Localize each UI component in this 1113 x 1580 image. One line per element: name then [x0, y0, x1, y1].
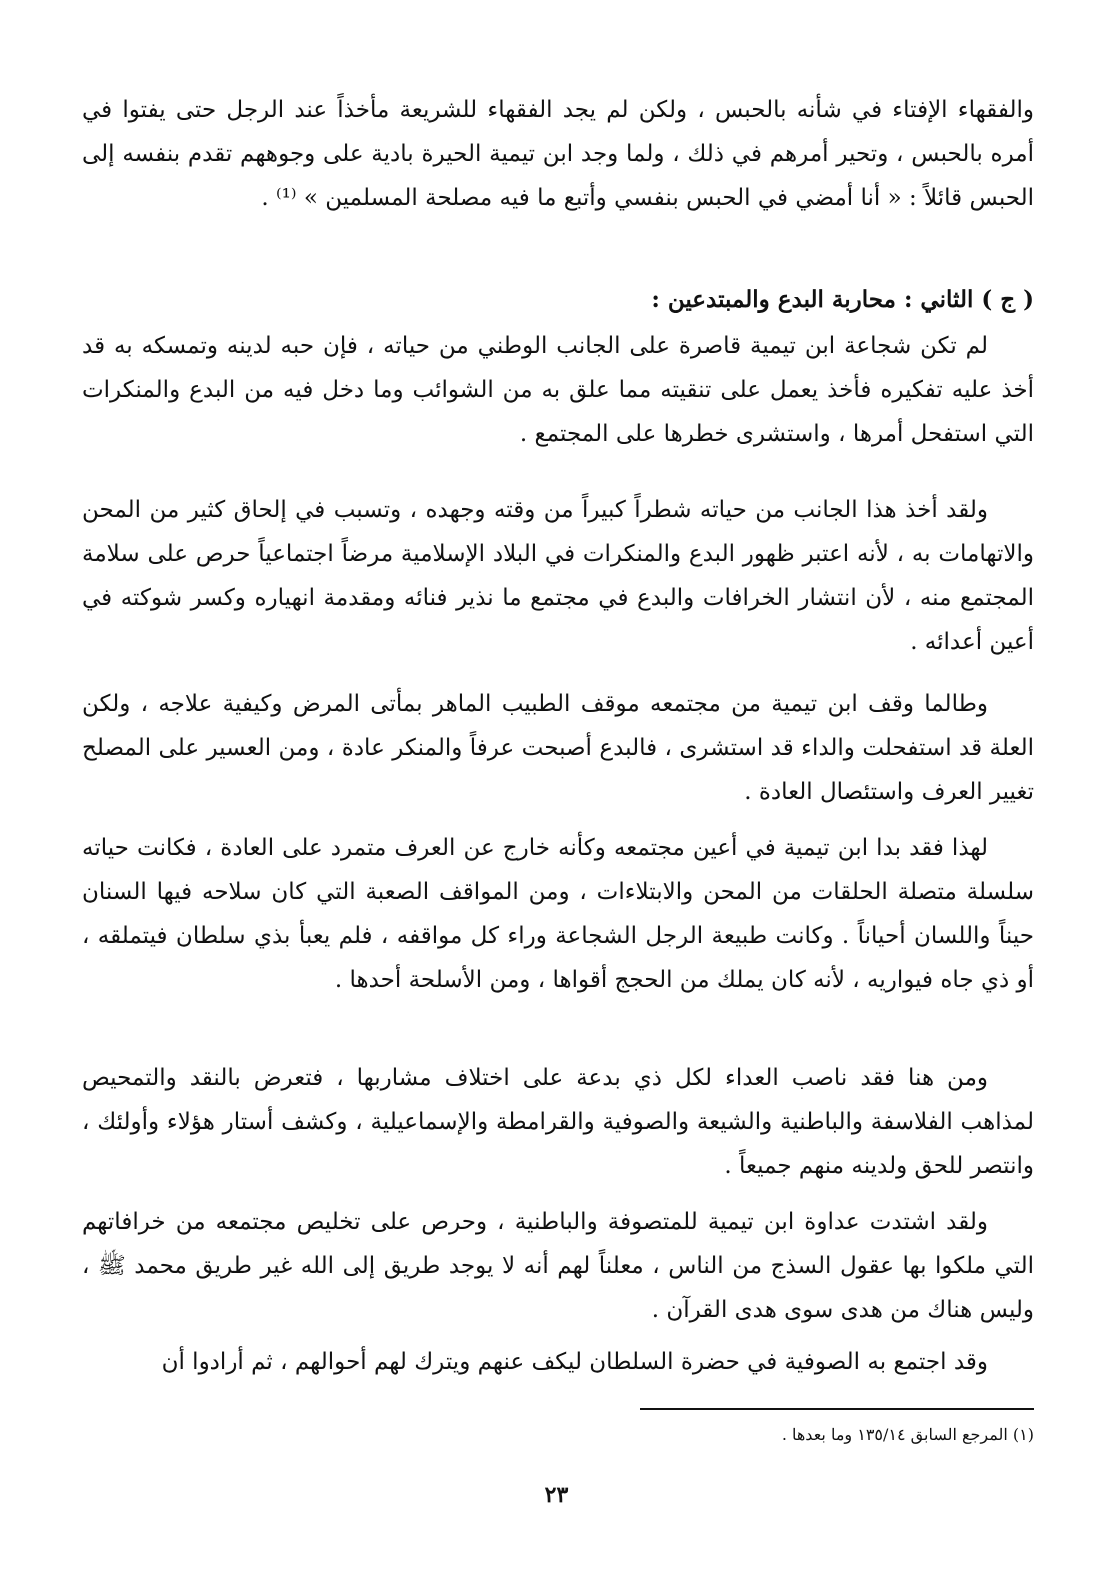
intro-paragraph-block: [82, 88, 1034, 220]
body-paragraph-5-block: [82, 1056, 1034, 1188]
body-paragraph: ولقد أخذ هذا الجانب من حياته شطراً كبيراً من وقته وجهده ، وتسبب في إلحاق كثير من المحن والاتهامات به ، لأنه اعتبر ظهور البدع والمنكرات في البلاد الإسلامية مرضاً اجتماعياً حرص على سلامة المجتمع منه ، لأن انتشار الخرافات والبدع في مجتمع ما نذير فنائه ومقدمة انهياره وكسر شوكته في أعين أعدائه .: [82, 497, 1034, 655]
body-paragraph-3-block: [82, 682, 1034, 814]
footnote: (١) المرجع السابق ١٣٥/١٤ وما بعدها .: [781, 1425, 1034, 1444]
footnote-divider: [640, 1408, 1034, 1410]
body-paragraph-2-block: [82, 488, 1034, 664]
intro-paragraph: والفقهاء الإفتاء في شأنه بالحبس ، ولكن لم يجد الفقهاء للشريعة مأخذاً عند الرجل حتى يفتوا في أمره بالحبس ، وتحير أمرهم في ذلك ، ولما وجد ابن تيمية الحيرة بادية على وجوههم تقدم بنفسه إلى الحبس قائلاً : « أنا أمضي في الحبس بنفسي وأتبع ما فيه مصلحة المسلمين » ⁽¹⁾ .: [82, 97, 1034, 211]
body-paragraph: ومن هنا فقد ناصب العداء لكل ذي بدعة على اختلاف مشاربها ، فتعرض بالنقد والتمحيص لمذاهب الفلاسفة والباطنية والشيعة والصوفية والقرامطة والإسماعيلية ، وكشف أستار هؤلاء وأولئك ، وانتصر للحق ولدينه منهم جميعاً .: [82, 1065, 1034, 1179]
body-paragraph: ولقد اشتدت عداوة ابن تيمية للمتصوفة والباطنية ، وحرص على تخليص مجتمعه من خرافاتهم التي ملكوا بها عقول السذج من الناس ، معلناً لهم أنه لا يوجد طريق إلى الله غير طريق محمد ﷺ ، وليس هناك من هدى سوى هدى القرآن .: [82, 1209, 1034, 1323]
section-heading: ( ج ) الثاني : محاربة البدع والمبتدعين :: [651, 286, 1034, 313]
page-number: ٢٣: [544, 1482, 569, 1508]
body-paragraph: وقد اجتمع به الصوفية في حضرة السلطان ليكف عنهم ويترك لهم أحوالهم ، ثم أرادوا أن: [161, 1349, 988, 1375]
body-paragraph-7-block: [82, 1340, 1034, 1384]
body-paragraph-4-block: [82, 826, 1034, 1002]
body-paragraph: وطالما وقف ابن تيمية من مجتمعه موقف الطبيب الماهر بمأتى المرض وكيفية علاجه ، ولكن العلة قد استفحلت والداء قد استشرى ، فالبدع أصبحت عرفاً والمنكر عادة ، ومن العسير على المصلح تغيير العرف واستئصال العادة .: [82, 691, 1034, 805]
body-paragraph: لهذا فقد بدا ابن تيمية في أعين مجتمعه وكأنه خارج عن العرف متمرد على العادة ، فكانت حياته سلسلة متصلة الحلقات من المحن والابتلاءات ، ومن المواقف الصعبة التي كان سلاحه فيها السنان حيناً واللسان أحياناً . وكانت طبيعة الرجل الشجاعة وراء كل مواقفه ، فلم يعبأ بذي سلطان فيتملقه ، أو ذي جاه فيواريه ، لأنه كان يملك من الحجج أقواها ، ومن الأسلحة أحدها .: [82, 835, 1034, 993]
body-paragraph: لم تكن شجاعة ابن تيمية قاصرة على الجانب الوطني من حياته ، فإن حبه لدينه وتمسكه به قد أخذ عليه تفكيره فأخذ يعمل على تنقيته مما علق به من الشوائب وما دخل فيه من البدع والمنكرات التي استفحل أمرها ، واستشرى خطرها على المجتمع .: [82, 333, 1034, 447]
body-paragraph-1-block: [82, 324, 1034, 456]
body-paragraph-6-block: [82, 1200, 1034, 1332]
